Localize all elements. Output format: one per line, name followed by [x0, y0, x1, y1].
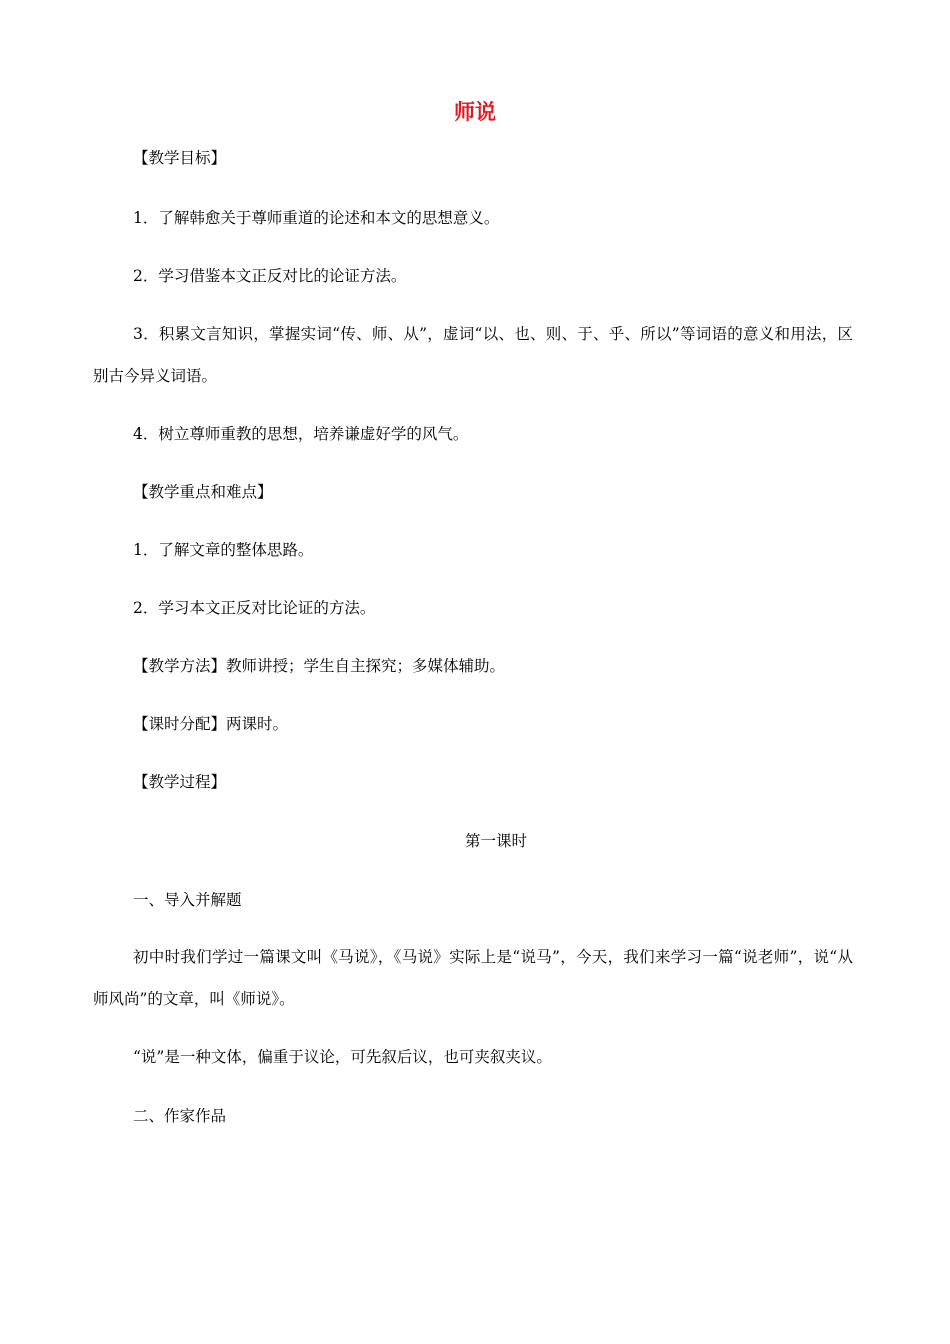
goal-3: 3．积累文言知识，掌握实词“传、师、从”，虚词“以、也、则、于、乎、所以”等词语的意义和用法，区别古今异义词语。 [93, 325, 853, 385]
goal-2: 2．学习借鉴本文正反对比的论证方法。 [133, 267, 407, 285]
key-points-heading: 【教学重点和难点】 [133, 483, 273, 501]
section-1-heading: 一、导入并解题 [133, 891, 242, 909]
lesson-schedule: 【课时分配】两课时。 [133, 715, 289, 733]
intro-paragraph: 初中时我们学过一篇课文叫《马说》，《马说》实际上是“说马”，今天，我们来学习一篇“说老师”，说“从师风尚”的文章，叫《师说》。 [93, 948, 853, 1008]
goal-4: 4．树立尊师重教的思想，培养谦虚好学的风气。 [133, 425, 469, 443]
lesson-title: 第一课时 [464, 832, 527, 850]
goals-heading: 【教学目标】 [133, 149, 227, 167]
document-title: 师说 [454, 100, 496, 124]
key-point-1: 1．了解文章的整体思路。 [133, 541, 314, 559]
section-2-heading: 二、作家作品 [133, 1107, 227, 1125]
key-point-2: 2．学习本文正反对比论证的方法。 [133, 599, 376, 617]
goal-1: 1．了解韩愈关于尊师重道的论述和本文的思想意义。 [133, 209, 500, 227]
genre-paragraph: “说”是一种文体，偏重于议论，可先叙后议，也可夹叙夹议。 [133, 1048, 552, 1066]
process-heading: 【教学过程】 [133, 773, 227, 791]
teaching-method: 【教学方法】教师讲授；学生自主探究；多媒体辅助。 [133, 657, 506, 675]
